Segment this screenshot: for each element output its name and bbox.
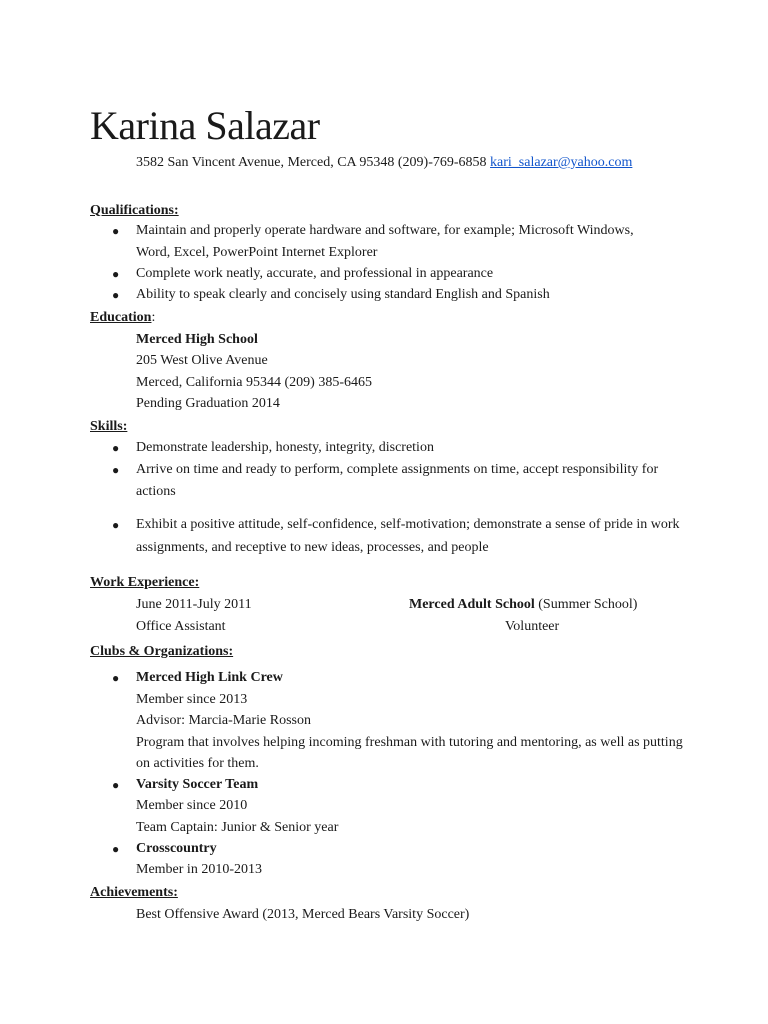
bullet: ● [112,518,120,532]
qualifications-heading: Qualifications: [90,203,179,218]
work-dates: June 2011-July 2011 [136,597,252,612]
club-1-title: Merced High Link Crew [136,670,283,685]
address-phone: 3582 San Vincent Avenue, Merced, CA 95348 (209)-769-6858 [136,155,487,170]
bullet: ● [112,463,120,477]
skill-item-3-line-2: assignments, and receptive to new ideas, processes, and people [136,540,489,555]
contact-line [136,156,632,170]
club-1-line-2: Advisor: Marcia-Marie Rosson [136,713,311,728]
work-role: Office Assistant [136,619,226,634]
club-2-title: Varsity Soccer Team [136,777,259,792]
school-street: 205 West Olive Avenue [136,353,268,368]
club-2-line-1: Member since 2010 [136,798,248,813]
resume-name: Karina Salazar [90,103,320,148]
bullet: ● [112,441,120,455]
work-employer: Merced Adult School [409,597,535,612]
achievement-item-1: Best Offensive Award (2013, Merced Bears Varsity Soccer) [136,907,470,922]
bullet: ● [112,842,120,856]
skill-item-2-line-2: actions [136,484,176,499]
skill-item-2-line-1: Arrive on time and ready to perform, complete assignments on time, accept responsibility for [136,462,659,477]
qualification-item-2: Complete work neatly, accurate, and professional in appearance [136,266,494,281]
work-heading: Work Experience: [90,575,200,590]
education-heading-row [90,311,155,325]
work-type: Volunteer [505,619,560,634]
graduation-status: Pending Graduation 2014 [136,396,280,411]
school-name: Merced High School [136,332,258,347]
bullet: ● [112,267,120,281]
skill-item-1: Demonstrate leadership, honesty, integrity, discretion [136,440,434,455]
club-2-line-2: Team Captain: Junior & Senior year [136,820,339,835]
email-link[interactable]: kari_salazar@yahoo.com [490,155,633,170]
achievements-heading: Achievements: [90,885,178,900]
qualification-item-1-line-2: Word, Excel, PowerPoint Internet Explorer [136,245,378,260]
work-employer-row [409,598,637,612]
bullet: ● [112,224,120,238]
education-colon: : [151,310,156,325]
skills-heading: Skills: [90,419,128,434]
qualification-item-3: Ability to speak clearly and concisely using standard English and Spanish [136,287,550,302]
education-heading: Education [90,310,152,325]
club-1-line-3: Program that involves helping incoming freshman with tutoring and mentoring, as well as putting [136,735,683,750]
bullet: ● [112,288,120,302]
qualification-item-1-line-1: Maintain and properly operate hardware and software, for example; Microsoft Windows, [136,223,634,238]
bullet: ● [112,671,120,685]
club-3-title: Crosscountry [136,841,217,856]
club-3-line-1: Member in 2010-2013 [136,862,262,877]
school-city: Merced, California 95344 (209) 385-6465 [136,375,372,390]
bullet: ● [112,778,120,792]
clubs-heading: Clubs & Organizations: [90,644,234,659]
club-1-line-4: on activities for them. [136,756,259,771]
work-employer-note: (Summer School) [538,597,638,612]
skill-item-3-line-1: Exhibit a positive attitude, self-confidence, self-motivation; demonstrate a sense of pride in work [136,517,680,532]
club-1-line-1: Member since 2013 [136,692,248,707]
